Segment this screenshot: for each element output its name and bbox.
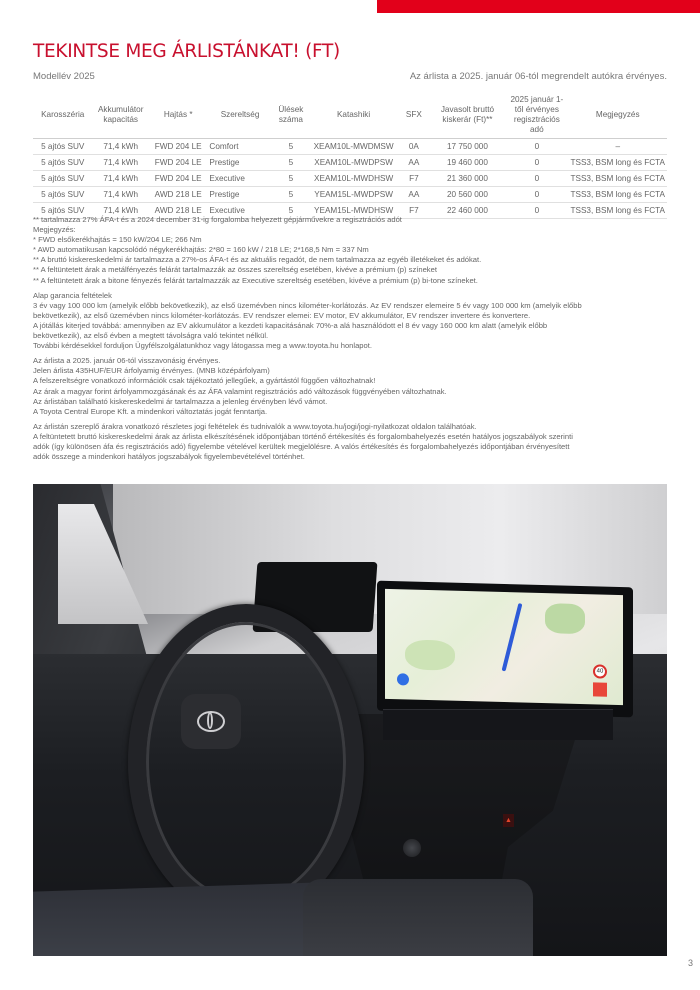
cell-body: 5 ajtós SUV <box>33 171 92 187</box>
warranty-line: bekövetkezik), az első évben a megtett távolságra való tekintet nélkül. <box>33 331 269 341</box>
warranty-line: bekövetkezik), az első üzemévben nincs kilométer-korlátozás. EV rendszer elemei: EV motor, EV akkumulátor, EV rendszer invertere és konvertere. <box>33 310 531 320</box>
map-park <box>545 603 585 634</box>
warranty-line: További kérdésekkel forduljon Ügyfélszolgálatunkhoz vagy látogassa meg a www.toyota.hu honlapot. <box>33 341 372 351</box>
model-year: Modellév 2025 <box>33 71 95 82</box>
cell-battery: 71,4 kWh <box>92 171 149 187</box>
cell-katashiki: YEAM15L-MWDPSW <box>309 187 398 203</box>
col-header-katashiki: Katashiki <box>309 95 398 139</box>
cell-note: TSS3, BSM long és FCTA <box>568 203 667 219</box>
start-button-icon <box>403 839 421 857</box>
col-header-seats: Ülések száma <box>273 95 309 139</box>
footnote-line: ** A bruttó kiskereskedelmi ár tartalmazza a 27%-os ÁFA-t és az aktuális regadót, de nem tartalmazza az egyéb illetékeket és adókat. <box>33 255 482 265</box>
cell-battery: 71,4 kWh <box>92 155 149 171</box>
warranty-line: 3 év vagy 100 000 km (amelyik előbb bekövetkezik), az első üzemévben nincs kilométer-korlátozás. Az EV rendszer elemeire 5 év vagy 100 000 km (amelyik előbb <box>33 300 582 310</box>
cell-drive: AWD 218 LE <box>149 187 207 203</box>
cell-body: 5 ajtós SUV <box>33 187 92 203</box>
legal-line: adók (így különösen áfa és regisztrációs adó) figyelembe vételével kerültek megjelölésre. A valós értékesítés és forgalombahelyezés időpontjában érvényesített <box>33 441 570 451</box>
page-number: 3 <box>688 958 694 968</box>
cell-katashiki: XEAM10L-MWDHSW <box>309 171 398 187</box>
table-row <box>33 155 667 171</box>
top-accent-bar <box>377 0 700 13</box>
validity-line: Az árlista a 2025. január 06-tól visszavonásig érvényes. <box>33 356 221 366</box>
cell-trim: Comfort <box>207 139 272 155</box>
col-header-price: Javasolt bruttó kiskerár (Ft)** <box>430 95 506 139</box>
validity-line: Az árak a magyar forint árfolyammozgásának és az ÁFA valamint regisztrációs adó változások függvényében változhatnak. <box>33 386 447 396</box>
validity-line: A Toyota Central Europe Kft. a mindenkori változtatás jogát fenntartja. <box>33 406 268 416</box>
alert-icon <box>593 682 607 696</box>
cell-battery: 71,4 kWh <box>92 203 149 219</box>
cell-seats: 5 <box>273 139 309 155</box>
steering-wheel <box>128 604 364 920</box>
cell-reg-tax: 0 <box>505 155 568 171</box>
cell-katashiki: XEAM10L-MWDMSW <box>309 139 398 155</box>
cell-trim: Prestige <box>207 187 272 203</box>
cell-sfx: F7 <box>398 171 430 187</box>
cell-seats: 5 <box>273 155 309 171</box>
speed-limit-icon: 40 <box>593 664 607 678</box>
footnote-line: * AWD automatikusan kapcsolódó négykerékhajtás: 2*80 = 160 kW / 218 LE; 2*168,5 Nm = 337 Nm <box>33 245 369 255</box>
steering-hub <box>181 694 241 749</box>
gauge-icon <box>299 582 331 612</box>
cell-body: 5 ajtós SUV <box>33 139 92 155</box>
cell-drive: FWD 204 LE <box>149 171 207 187</box>
cell-price: 20 560 000 <box>430 187 506 203</box>
cell-seats: 5 <box>273 187 309 203</box>
table-row <box>33 187 667 203</box>
col-header-note: Megjegyzés <box>568 95 667 139</box>
validity-line: A felszereltségre vonatkozó információk csak tájékoztató jellegűek, a gyártástól függően változhatnak! <box>33 376 376 386</box>
legal-block <box>33 422 673 462</box>
validity-block <box>33 356 673 417</box>
cell-reg-tax: 0 <box>505 139 568 155</box>
cell-sfx: 0A <box>398 139 430 155</box>
cell-price: 22 460 000 <box>430 203 506 219</box>
cell-note: TSS3, BSM long és FCTA <box>568 187 667 203</box>
legal-line: Az árlistán szereplő árakra vonatkozó részletes jogi feltételek és tudnivalók a www.toyota.hu/jogi/jogi-nyilatkozat oldalon találhatóak. <box>33 421 477 431</box>
footnote-line: Megjegyzés: <box>33 225 76 235</box>
cell-sfx: AA <box>398 155 430 171</box>
price-table <box>33 95 667 219</box>
legal-line: A feltüntetett bruttó kiskereskedelmi árak az árlista elkészítésének időpontjában történő értékesítés és forgalombahelyezés esetén hatályos jogszabályok szerinti <box>33 431 573 441</box>
validity-line: Jelen árlista 435HUF/EUR árfolyamig érvényes. (MNB középárfolyam) <box>33 366 270 376</box>
notes-section <box>33 215 673 467</box>
armrest <box>303 879 533 956</box>
cell-seats: 5 <box>273 171 309 187</box>
toyota-logo-icon <box>197 711 225 732</box>
footnote-line: ** A feltüntetett árak a bitone fényezés felárát tartalmazzák az Executive szereltség esetében, kivéve a prémium (p) bi-tone színeket. <box>33 275 478 285</box>
cell-drive: AWD 218 LE <box>149 203 207 219</box>
hazard-icon: ▲ <box>503 814 514 827</box>
cell-sfx: AA <box>398 187 430 203</box>
cell-price: 17 750 000 <box>430 139 506 155</box>
col-header-drive: Hajtás * <box>149 95 207 139</box>
footnote-line: * FWD elsőkerékhajtás = 150 kW/204 LE; 266 Nm <box>33 235 202 245</box>
navigation-icon <box>397 673 409 685</box>
cell-price: 19 460 000 <box>430 155 506 171</box>
cell-drive: FWD 204 LE <box>149 139 207 155</box>
warranty-block <box>33 291 673 352</box>
cell-reg-tax: 0 <box>505 187 568 203</box>
table-header-row <box>33 95 667 139</box>
cell-battery: 71,4 kWh <box>92 139 149 155</box>
cell-seats: 5 <box>273 203 309 219</box>
cell-note: – <box>568 139 667 155</box>
table-row <box>33 139 667 155</box>
navigation-screen <box>385 589 623 705</box>
legal-line: adók összege a mindenkori hatályos jogszabályok figyelembevételével történhet. <box>33 452 305 462</box>
cell-reg-tax: 0 <box>505 203 568 219</box>
col-header-battery: Akkumulátor kapacitás <box>92 95 149 139</box>
cell-drive: FWD 204 LE <box>149 155 207 171</box>
warranty-line: Alap garancia feltételek <box>33 290 112 300</box>
page-title: TEKINTSE MEG ÁRLISTÁNKAT! (FT) <box>33 41 340 62</box>
footnote-line: ** tartalmazza 27% ÁFA-t és a 2024 december 31-ig forgalomba helyezett gépjárművekre a regisztrációs adót <box>33 215 402 224</box>
cell-note: TSS3, BSM long és FCTA <box>568 171 667 187</box>
footnotes-block <box>33 215 673 286</box>
cell-trim: Prestige <box>207 155 272 171</box>
cell-trim: Executive <box>207 203 272 219</box>
col-header-trim: Szereltség <box>207 95 272 139</box>
cell-body: 5 ajtós SUV <box>33 203 92 219</box>
validity-line: Az árlistában található kiskereskedelmi ár tartalmazza a jelenleg érvényben lévő vámot. <box>33 396 328 406</box>
cell-sfx: F7 <box>398 203 430 219</box>
climate-controls <box>383 709 613 740</box>
validity-note: Az árlista a 2025. január 06-tól megrendelt autókra érvényes. <box>409 71 667 82</box>
cell-note: TSS3, BSM long és FCTA <box>568 155 667 171</box>
interior-photo <box>33 484 667 956</box>
cell-trim: Executive <box>207 171 272 187</box>
table-row <box>33 171 667 187</box>
cell-body: 5 ajtós SUV <box>33 155 92 171</box>
warranty-line: A jótállás kiterjed továbbá: amennyiben az EV akkumulátor a kezdeti kapacitásának 70%-a alá használódott el 8 év vagy 160 000 km alatt (amelyik előbb <box>33 320 548 330</box>
col-header-body: Karosszéria <box>33 95 92 139</box>
cell-katashiki: XEAM10L-MWDPSW <box>309 155 398 171</box>
route-line <box>502 603 523 672</box>
cell-katashiki: YEAM15L-MWDHSW <box>309 203 398 219</box>
col-header-reg-tax: 2025 január 1-től érvényes regisztrációs adó <box>505 95 568 139</box>
cell-battery: 71,4 kWh <box>92 187 149 203</box>
footnote-line: ** A feltüntetett árak a metálfényezés felárát tartalmazzák az összes szereltség esetében, kivéve a prémium (p) színeket <box>33 265 437 275</box>
cell-reg-tax: 0 <box>505 171 568 187</box>
cell-price: 21 360 000 <box>430 171 506 187</box>
col-header-sfx: SFX <box>398 95 430 139</box>
map-park <box>405 639 455 670</box>
